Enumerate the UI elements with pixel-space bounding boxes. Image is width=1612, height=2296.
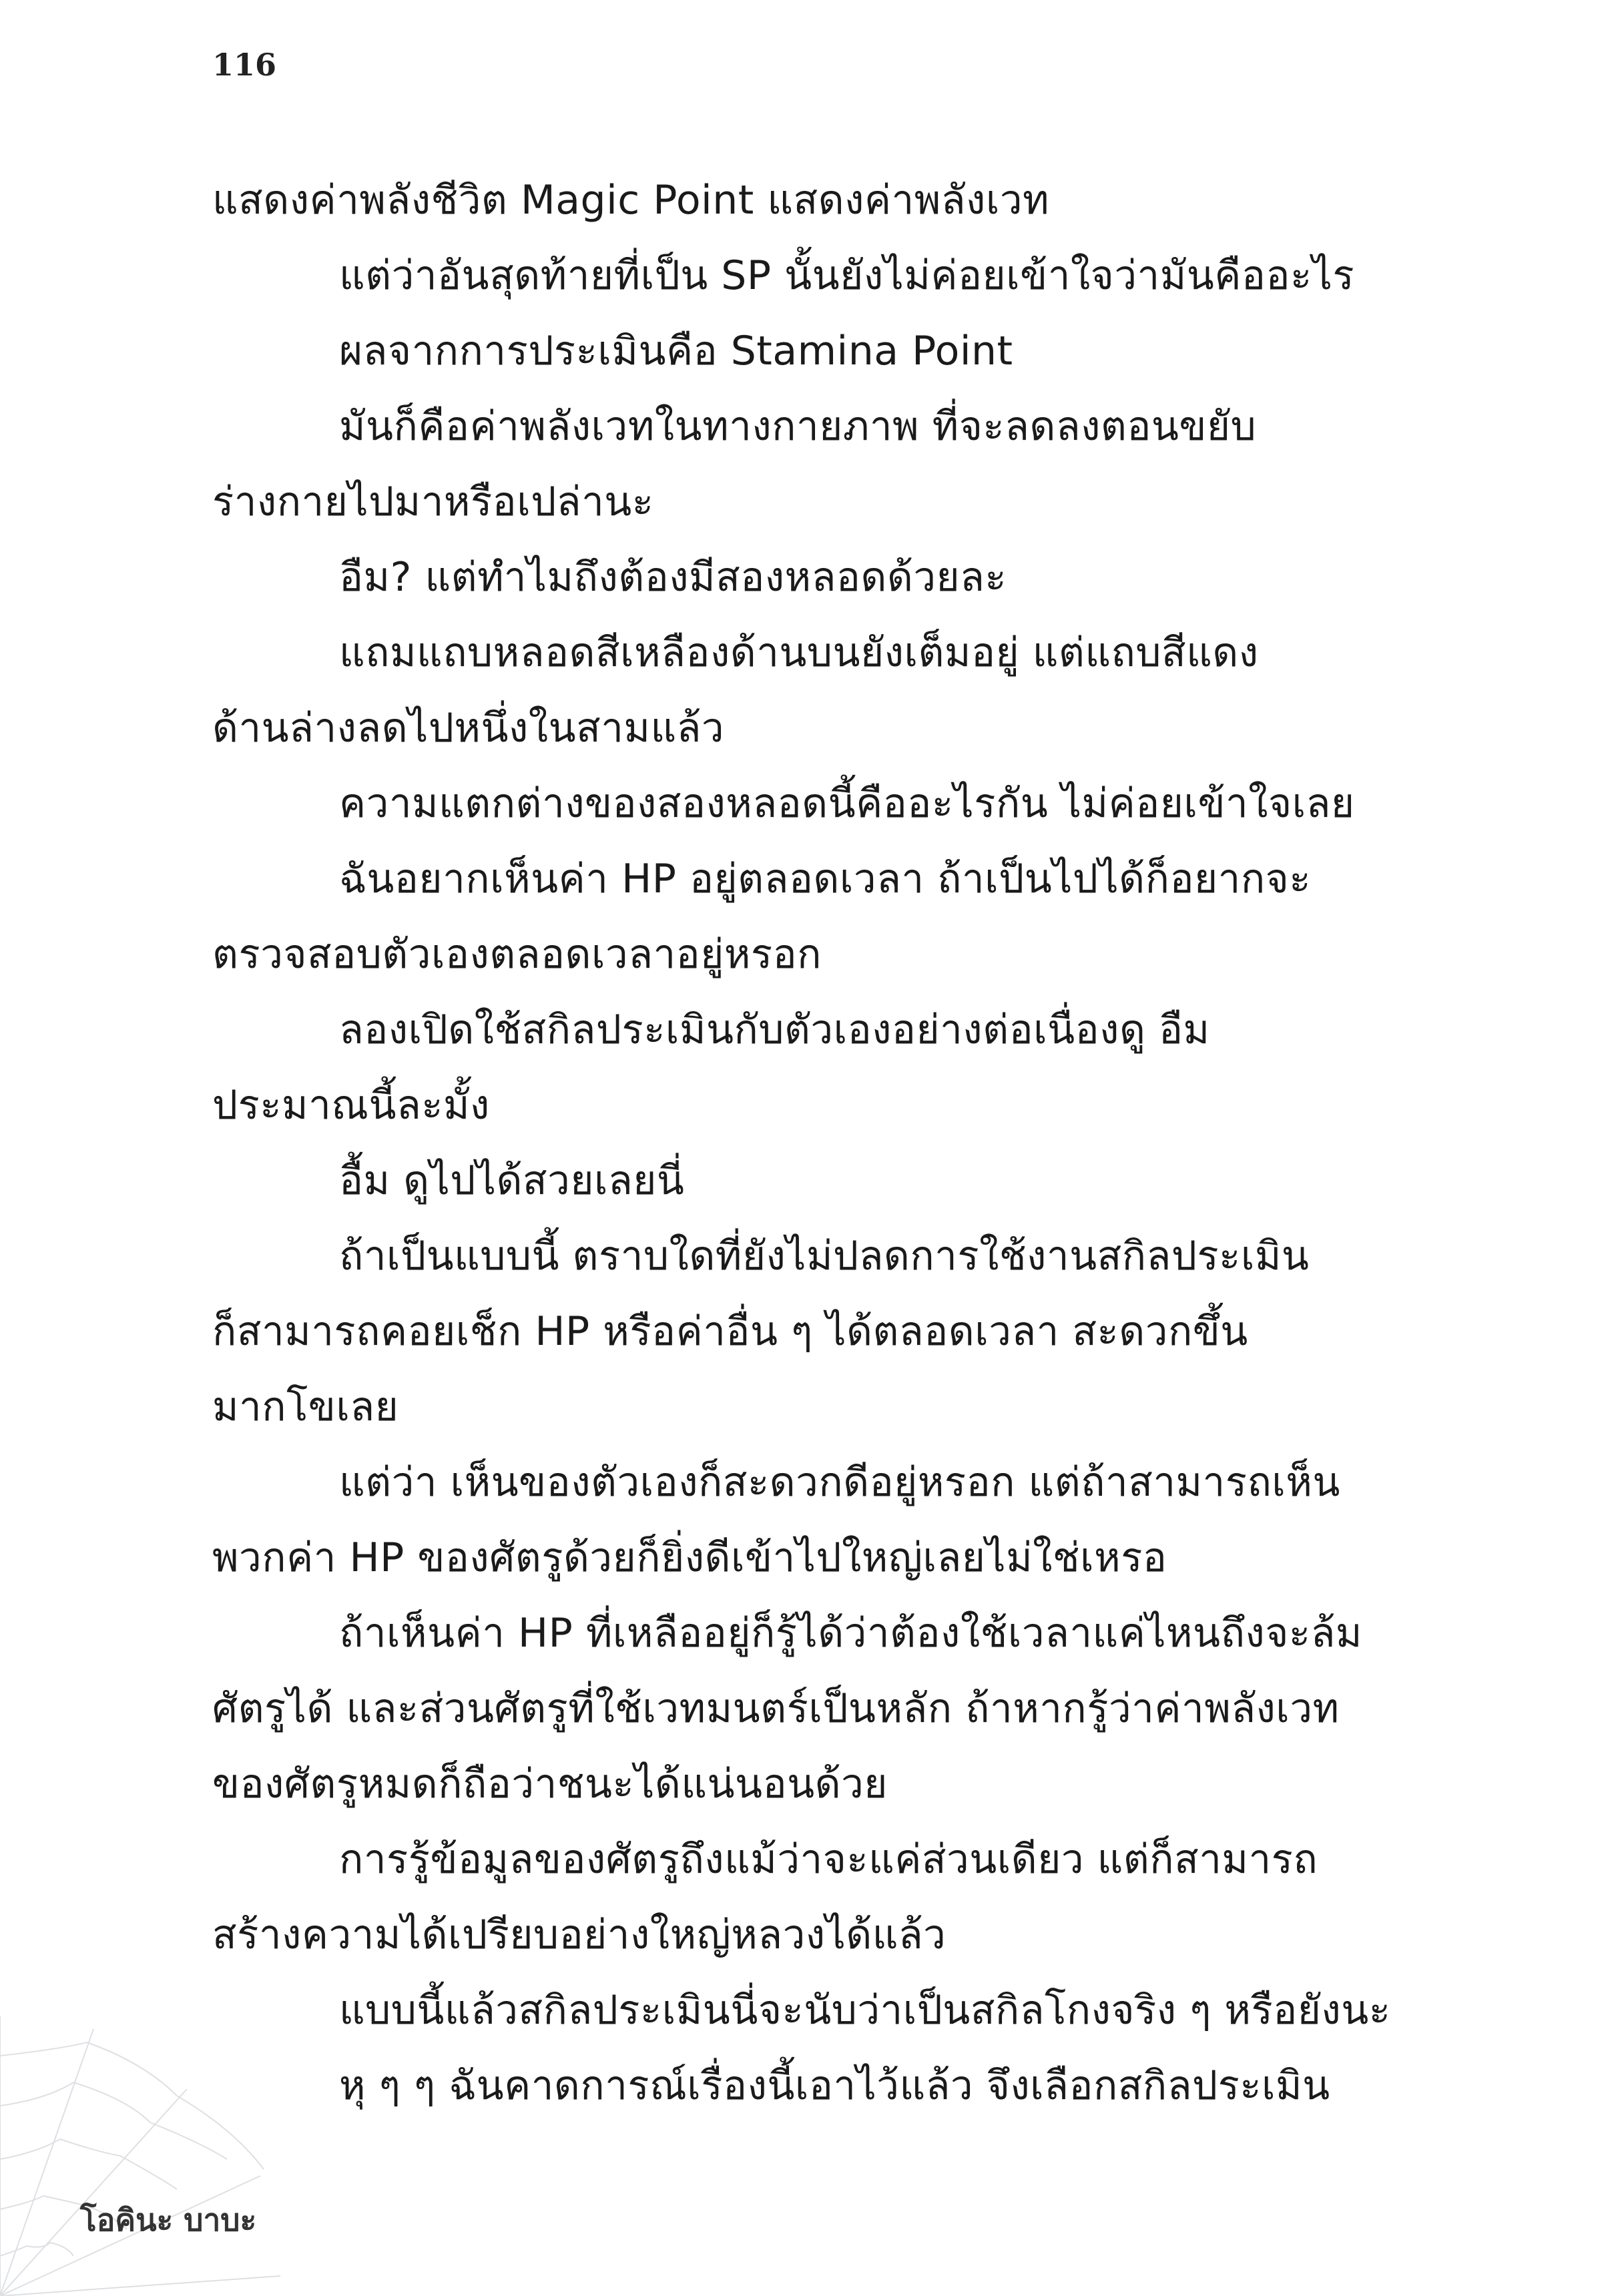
text-line: ผลจากการประเมินคือ Stamina Point (339, 328, 1013, 374)
text-line: พวกค่า HP ของศัตรูด้วยก็ยิ่งดีเข้าไปใหญ่เลยไม่ใช่เหรอ (212, 1534, 1167, 1581)
text-line: ก็สามารถคอยเช็ก HP หรือค่าอื่น ๆ ได้ตลอดเวลา สะดวกขึ้น (212, 1308, 1248, 1355)
text-line: แต่ว่า เห็นของตัวเองก็สะดวกดีอยู่หรอก แต่ถ้าสามารถเห็น (339, 1459, 1340, 1506)
spider-web-icon (0, 1989, 280, 2296)
text-line: ถ้าเป็นแบบนี้ ตราบใดที่ยังไม่ปลดการใช้งานสกิลประเมิน (339, 1233, 1310, 1279)
text-line: อื้ม ดูไปได้สวยเลยนี่ (339, 1157, 685, 1204)
text-line: แบบนี้แล้วสกิลประเมินนี่จะนับว่าเป็นสกิลโกงจริง ๆ หรือยังนะ (339, 1987, 1391, 2034)
footer-author: โอคินะ บาบะ (80, 2202, 257, 2238)
text-line: ร่างกายไปมาหรือเปล่านะ (212, 479, 654, 525)
text-line: ตรวจสอบตัวเองตลอดเวลาอยู่หรอก (212, 931, 822, 978)
text-line: แถมแถบหลอดสีเหลืองด้านบนยังเต็มอยู่ แต่แถบสีแดง (339, 629, 1259, 676)
text-line: แสดงค่าพลังชีวิต Magic Point แสดงค่าพลังเวท (212, 177, 1050, 224)
text-line: การรู้ข้อมูลของศัตรูถึงแม้ว่าจะแค่ส่วนเดียว แต่ก็สามารถ (339, 1836, 1318, 1883)
text-line: ลองเปิดใช้สกิลประเมินกับตัวเองอย่างต่อเนื่องดู อืม (339, 1007, 1210, 1053)
text-line: ความแตกต่างของสองหลอดนี้คืออะไรกัน ไม่ค่อยเข้าใจเลย (339, 780, 1355, 827)
page-number: 116 (212, 47, 277, 83)
text-line: มันก็คือค่าพลังเวทในทางกายภาพ ที่จะลดลงตอนขยับ (339, 403, 1257, 450)
text-line: ศัตรูได้ และส่วนศัตรูที่ใช้เวทมนตร์เป็นหลัก ถ้าหากรู้ว่าค่าพลังเวท (212, 1685, 1340, 1732)
text-line: มากโขเลย (212, 1384, 399, 1430)
text-line: หุ ๆ ๆ ฉันคาดการณ์เรื่องนี้เอาไว้แล้ว จึงเลือกสกิลประเมิน (339, 2062, 1330, 2109)
text-line: ของศัตรูหมดก็ถือว่าชนะได้แน่นอนด้วย (212, 1761, 888, 1807)
text-line: สร้างความได้เปรียบอย่างใหญ่หลวงได้แล้ว (212, 1912, 947, 1958)
text-line: ฉันอยากเห็นค่า HP อยู่ตลอดเวลา ถ้าเป็นไปได้ก็อยากจะ (339, 856, 1312, 902)
text-line: แต่ว่าอันสุดท้ายที่เป็น SP นั้นยังไม่ค่อยเข้าใจว่ามันคืออะไร (339, 252, 1355, 299)
text-line: ประมาณนี้ละมั้ง (212, 1082, 490, 1129)
text-line: อืม? แต่ทำไมถึงต้องมีสองหลอดด้วยละ (339, 554, 1007, 601)
text-line: ถ้าเห็นค่า HP ที่เหลืออยู่ก็รู้ได้ว่าต้องใช้เวลาแค่ไหนถึงจะล้ม (339, 1610, 1362, 1657)
text-line: ด้านล่างลดไปหนึ่งในสามแล้ว (212, 705, 725, 752)
